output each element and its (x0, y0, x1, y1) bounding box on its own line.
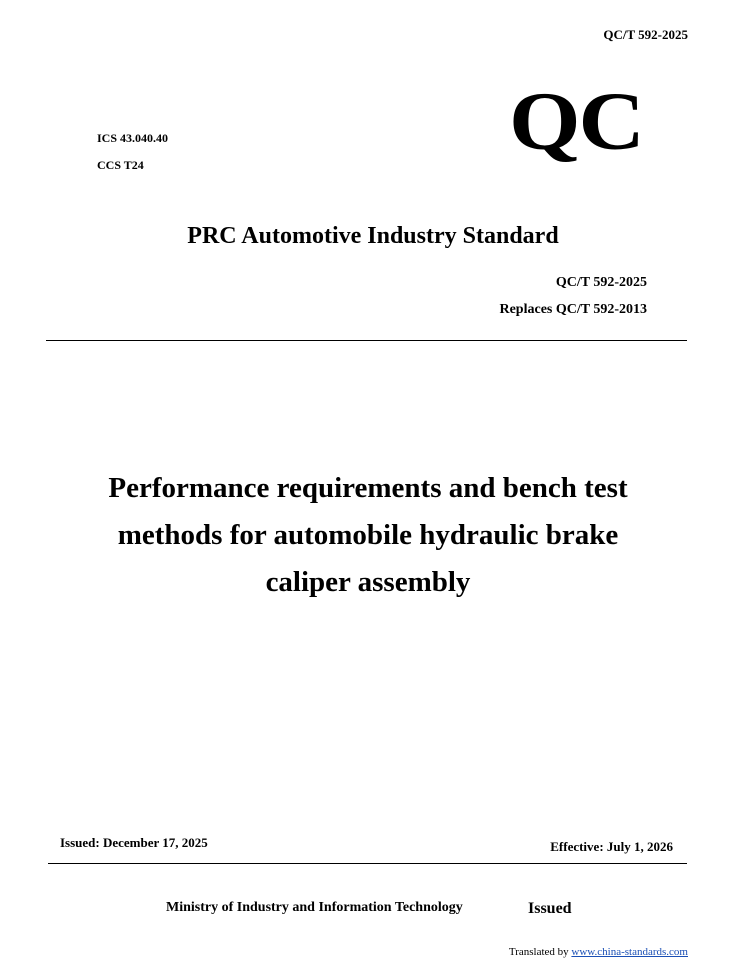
document-title-line: methods for automobile hydraulic brake (117, 519, 619, 551)
issued-date: Issued: December 17, 2025 (60, 835, 208, 850)
header-standard-code: QC/T 592-2025 (603, 27, 688, 42)
translated-by-label: Translated by (508, 946, 569, 958)
top-divider (46, 340, 687, 341)
translator-link[interactable]: www.china-standards.com (571, 946, 688, 958)
document-title-line: caliper assembly (265, 566, 471, 598)
issued-label: Issued (528, 900, 572, 917)
document-title-line: Performance requirements and bench test (108, 472, 628, 504)
qc-logo: QC (509, 74, 643, 167)
standard-title: PRC Automotive Industry Standard (187, 223, 559, 249)
ics-code: ICS 43.040.40 (97, 131, 169, 145)
standard-number: QC/T 592-2025 (555, 275, 647, 290)
bottom-divider (48, 863, 687, 864)
issuing-authority: Ministry of Industry and Information Technology (166, 900, 463, 915)
translation-credit (509, 946, 688, 958)
document-title (60, 465, 676, 606)
ccs-code: CCS T24 (97, 158, 144, 172)
effective-date: Effective: July 1, 2026 (550, 839, 673, 854)
replaces-note: Replaces QC/T 592-2013 (499, 302, 647, 317)
